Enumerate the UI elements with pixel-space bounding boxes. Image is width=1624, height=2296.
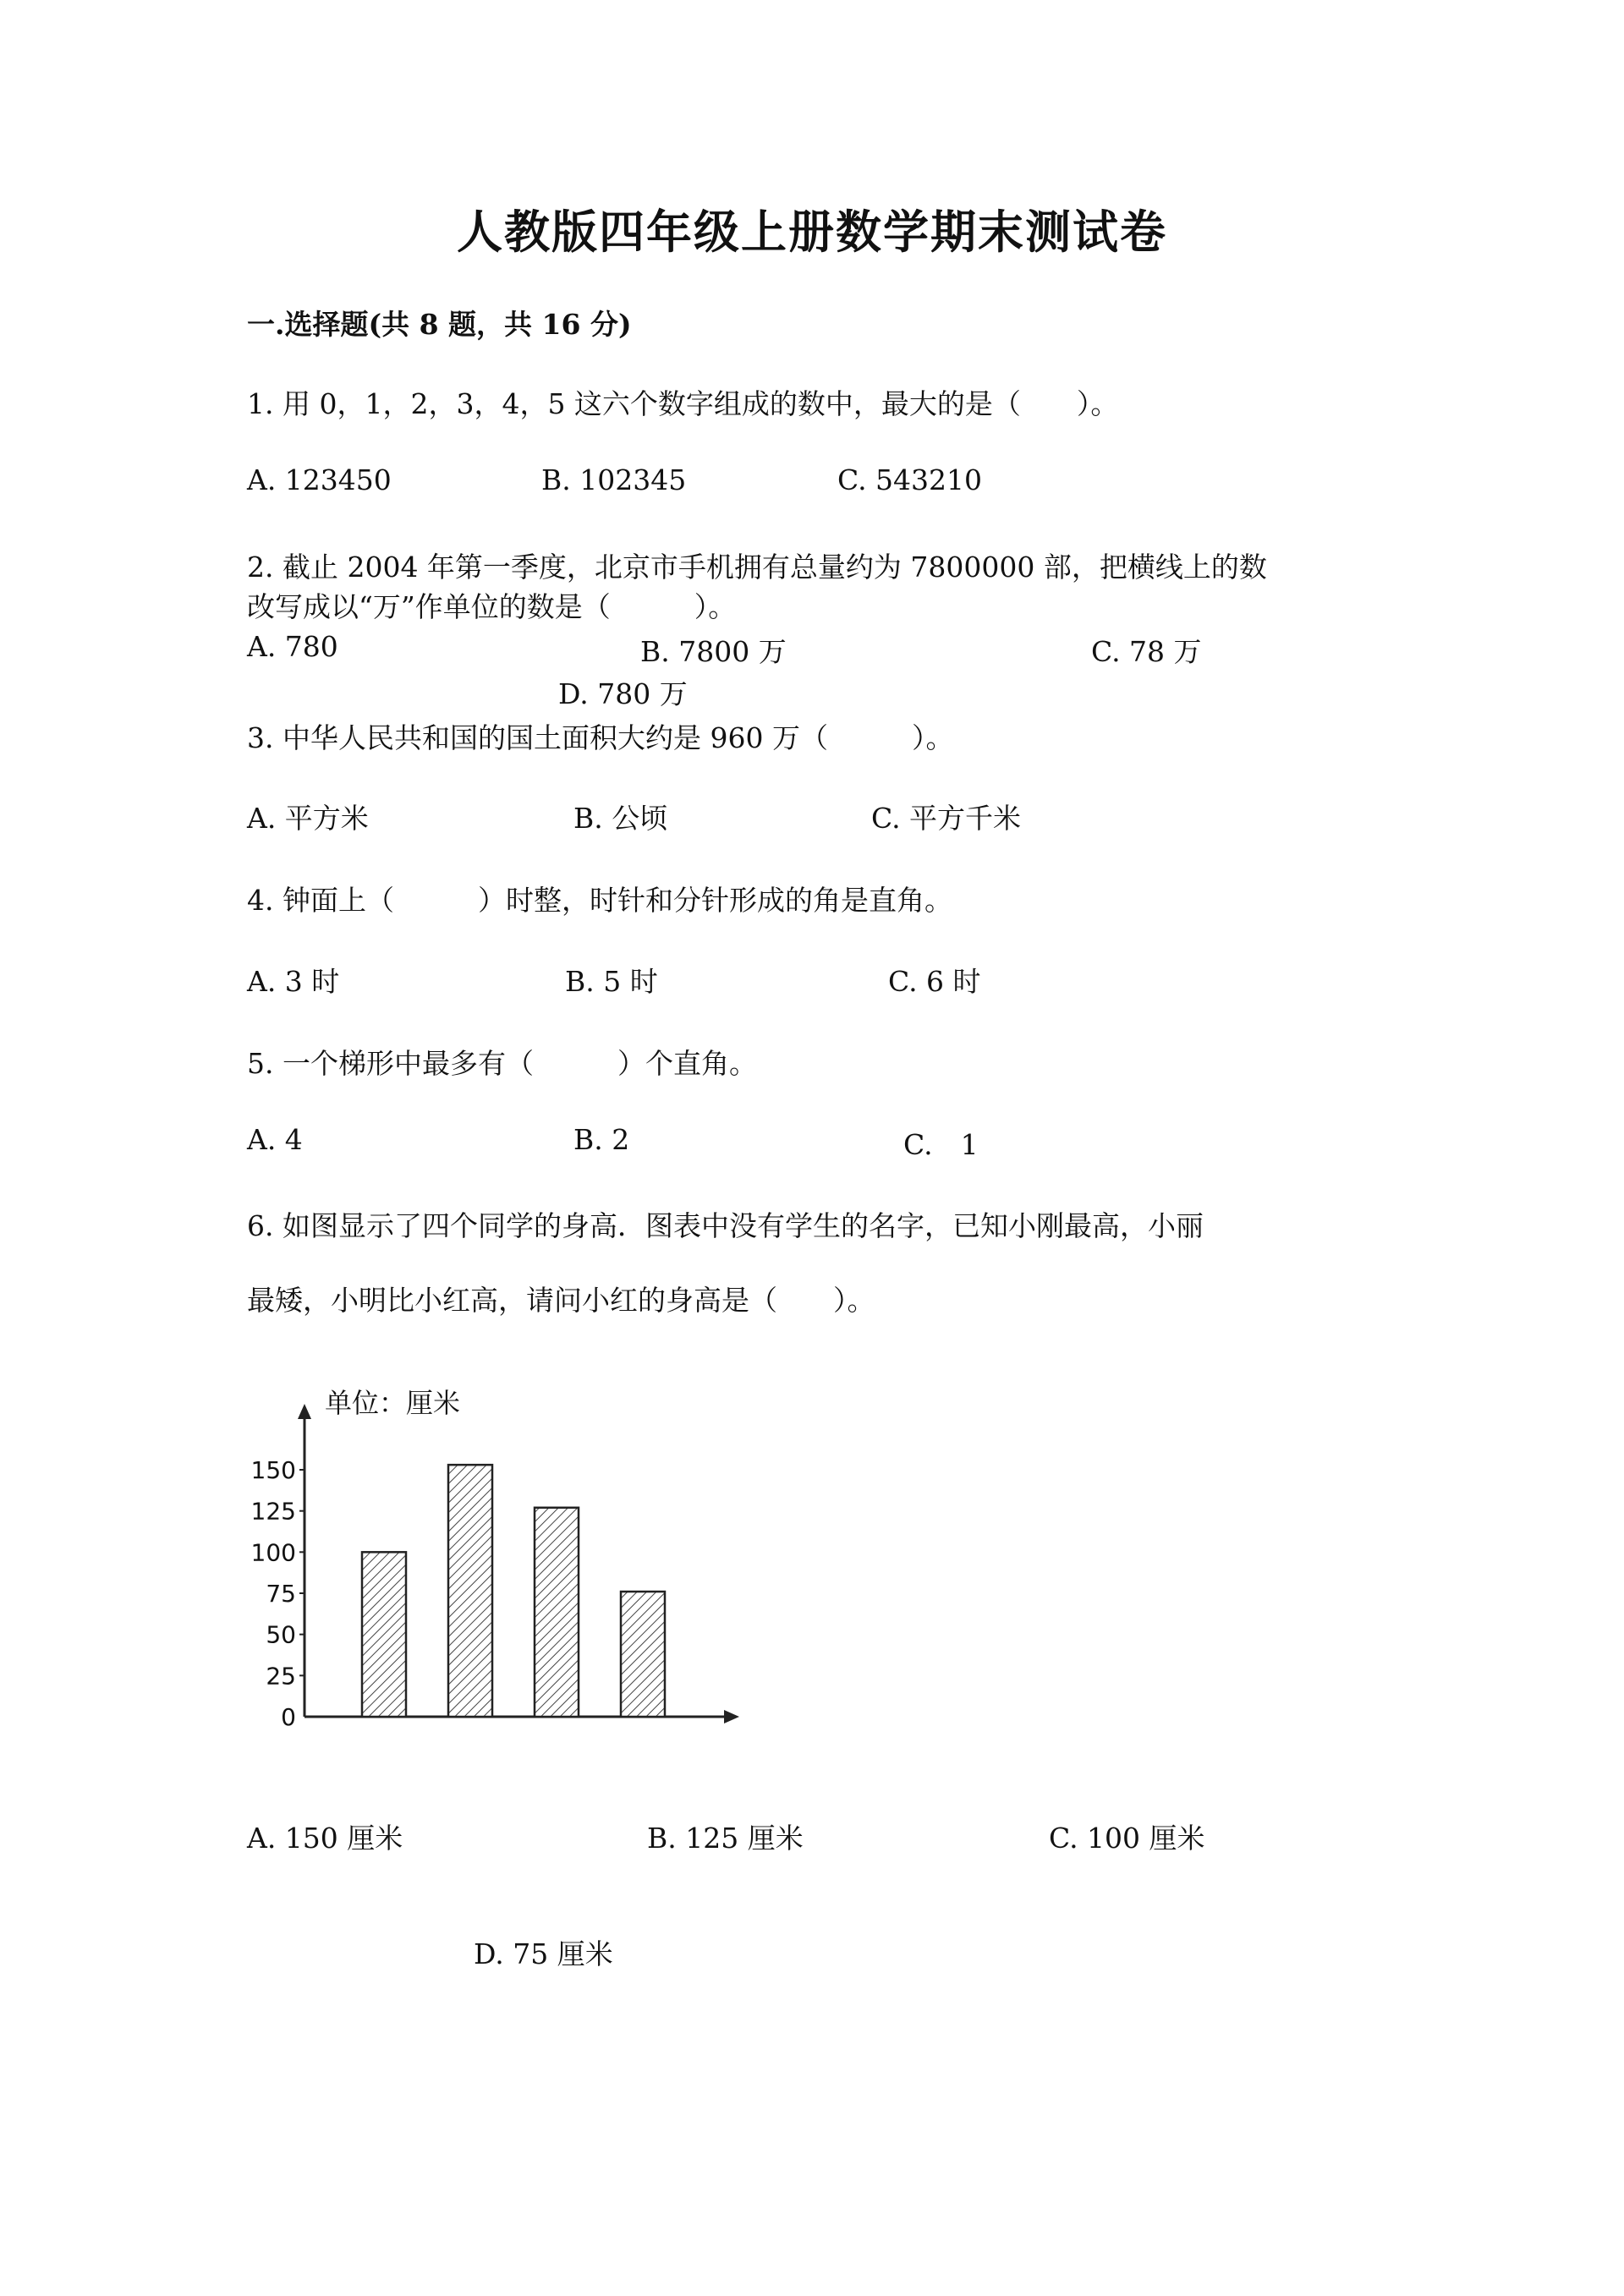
q6-option-d[interactable]: D. 75 厘米: [474, 1937, 613, 1970]
y-tick-label: 125: [250, 1497, 296, 1526]
q4-option-c[interactable]: C. 6 时: [888, 965, 981, 998]
question-2-text-line1: 2. 截止 2004 年第一季度，北京市手机拥有总量约为 7800000 部，把横线上的数: [247, 551, 1267, 584]
question-2-text-line2: 改写成以“万”作单位的数是（ ）。: [247, 590, 737, 623]
y-tick-label: 0: [281, 1703, 296, 1731]
y-tick-label: 25: [266, 1662, 296, 1690]
chart-bar-4: [621, 1592, 665, 1717]
q1-option-a[interactable]: A. 123450: [247, 463, 392, 496]
q3-option-a[interactable]: A. 平方米: [247, 802, 369, 835]
chart-unit-label: 单位：厘米: [325, 1387, 461, 1419]
q4-option-a[interactable]: A. 3 时: [247, 965, 340, 998]
y-tick-label: 75: [266, 1580, 296, 1608]
q2-option-d[interactable]: D. 780 万: [558, 677, 688, 710]
y-tick-label: 150: [250, 1456, 296, 1484]
q2-option-c[interactable]: C. 78 万: [1091, 635, 1202, 668]
x-axis-arrow-icon: [724, 1710, 739, 1723]
q4-option-b[interactable]: B. 5 时: [565, 965, 658, 998]
height-bar-chart: [247, 1378, 771, 1742]
q2-option-a[interactable]: A. 780: [247, 630, 338, 663]
chart-bar-3: [535, 1508, 579, 1717]
question-6-text-line1: 6. 如图显示了四个同学的身高．图表中没有学生的名字，已知小刚最高，小丽: [247, 1209, 1204, 1242]
question-1-text: 1. 用 0，1，2，3，4，5 这六个数字组成的数中，最大的是（ ）。: [247, 387, 1119, 420]
y-axis-arrow-icon: [298, 1404, 311, 1419]
q3-option-c[interactable]: C. 平方千米: [871, 802, 1022, 835]
question-5-text: 5. 一个梯形中最多有（ ）个直角。: [247, 1047, 757, 1080]
q5-option-b[interactable]: B. 2: [573, 1123, 630, 1156]
y-tick-label: 50: [266, 1620, 296, 1649]
q1-option-c[interactable]: C. 543210: [837, 463, 983, 496]
section-heading: 一.选择题(共 8 题，共 16 分): [247, 308, 632, 341]
q5-option-a[interactable]: A. 4: [247, 1123, 303, 1156]
page-title: 人教版四年级上册数学期末测试卷: [457, 205, 1167, 259]
q6-option-c[interactable]: C. 100 厘米: [1049, 1822, 1205, 1855]
q6-option-b[interactable]: B. 125 厘米: [647, 1822, 804, 1855]
q5-option-c[interactable]: C. 1: [903, 1128, 979, 1161]
question-6-text-line2: 最矮，小明比小红高，请问小红的身高是（ ）。: [247, 1284, 875, 1317]
q6-option-a[interactable]: A. 150 厘米: [247, 1822, 403, 1855]
question-4-text: 4. 钟面上（ ）时整，时针和分针形成的角是直角。: [247, 884, 952, 917]
chart-bar-2: [448, 1465, 492, 1717]
question-3-text: 3. 中华人民共和国的国土面积大约是 960 万（ ）。: [247, 721, 954, 754]
chart-bar-1: [362, 1552, 406, 1717]
y-tick-label: 100: [250, 1538, 296, 1567]
q1-option-b[interactable]: B. 102345: [541, 463, 687, 496]
q3-option-b[interactable]: B. 公顷: [573, 802, 668, 835]
q2-option-b[interactable]: B. 7800 万: [640, 635, 787, 668]
